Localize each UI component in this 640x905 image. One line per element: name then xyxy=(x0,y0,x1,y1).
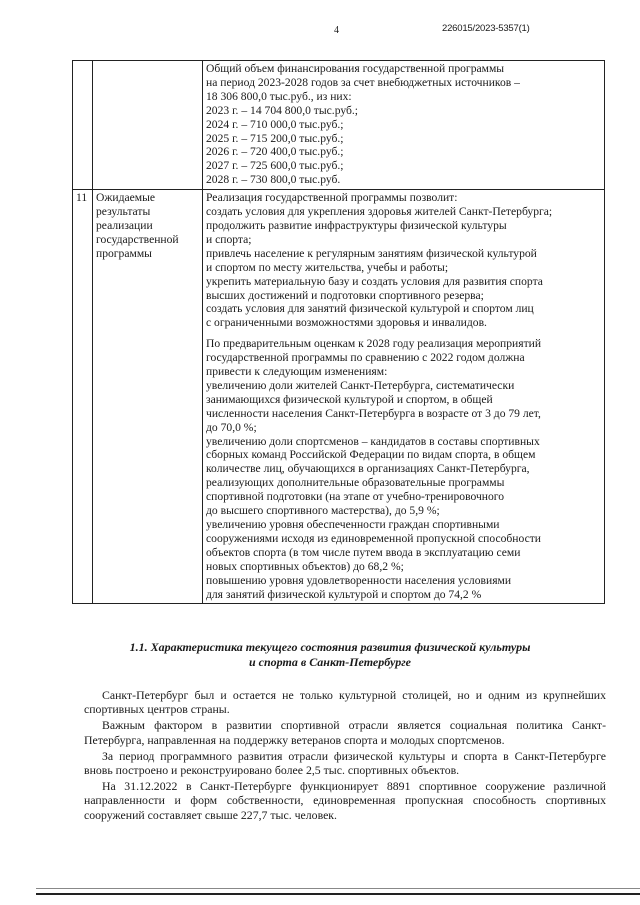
paragraph: За период программного развития отрасли физической культуры и спорта в Санкт-Петербурге вновь построено и реконструировано более 2,5 тыс. спортивных объектов. xyxy=(84,748,606,778)
section-body xyxy=(84,688,606,824)
text-line: для занятий физической культурой и спортом до 74,2 % xyxy=(206,587,482,601)
text-line: 2027 г. – 725 600,0 тыс.руб.; xyxy=(206,159,344,173)
paragraph-gap xyxy=(206,330,601,337)
text-line: По предварительным оценкам к 2028 году реализация мероприятий xyxy=(206,337,542,351)
text-line: объектов спорта (в том числе путем ввода в эксплуатацию семи xyxy=(206,545,521,559)
text-line: 2023 г. – 14 704 800,0 тыс.руб.; xyxy=(206,103,358,117)
text-line: сборных команд Российской Федерации по видам спорта, в общем xyxy=(206,448,536,462)
text-line: реализующих дополнительные образовательные программы xyxy=(206,476,505,490)
text-line: повышению уровня удовлетворенности населения условиями xyxy=(206,573,512,587)
text-line: численности населения Санкт-Петербурга в возрасте от 3 до 79 лет, xyxy=(206,406,541,420)
text-line: высших достижений и подготовки спортивного резерва; xyxy=(206,288,484,302)
footer-rule xyxy=(36,893,640,895)
paragraph: На 31.12.2022 в Санкт-Петербурге функционирует 8891 спортивное сооружение различной направленности и форм собственности, единовременная пропускная способность спортивных сооружений составляет свыше 227,7 тыс. человек. xyxy=(84,779,606,822)
text-line: создать условия для занятий физической культурой и спортом лиц xyxy=(206,302,534,316)
text-line: привлечь население к регулярным занятиям физической культурой xyxy=(206,246,537,260)
section-heading xyxy=(90,640,570,670)
text-line: Реализация государственной программы позволит: xyxy=(206,191,458,205)
paragraph: Санкт-Петербург был и остается не только культурной столицей, но и одним из крупнейших спортивных центров страны. xyxy=(84,688,606,717)
text-line: увеличению доли спортсменов – кандидатов в составы спортивных xyxy=(206,434,540,448)
program-passport-table xyxy=(72,60,605,604)
text-line: до высшего спортивного мастерства), до 5,9 %; xyxy=(206,504,440,518)
text-line: продолжить развитие инфраструктуры физической культуры xyxy=(206,218,507,232)
table-row-expected-results xyxy=(73,190,605,604)
text-line: новых спортивных объектов) до 68,2 %; xyxy=(206,559,404,573)
text-line: и спортом по месту жительства, учебы и работы; xyxy=(206,260,449,274)
text-line: занимающихся физической культурой и спортом, в общей xyxy=(206,392,493,406)
heading-line: 1.1. Характеристика текущего состояния развития физической культуры xyxy=(129,640,531,654)
financing-content-cell xyxy=(203,61,605,190)
text-line: результаты xyxy=(96,205,151,219)
text-line: с ограниченными возможностями здоровья и инвалидов. xyxy=(206,316,487,330)
text-line: 18 306 800,0 тыс.руб., из них: xyxy=(206,89,352,103)
text-line: привести к следующим изменениям: xyxy=(206,365,388,379)
text-line: программы xyxy=(96,246,152,260)
table-row-financing xyxy=(73,61,605,190)
row-name-cell xyxy=(93,61,203,190)
heading-line: и спорта в Санкт-Петербурге xyxy=(249,655,411,669)
footer-rule-thin xyxy=(36,888,640,889)
text-line: количестве лиц, обучающихся в организациях Санкт-Петербурга, xyxy=(206,462,530,476)
text-line: государственной xyxy=(96,232,179,246)
text-line: Общий объем финансирования государственной программы xyxy=(206,62,505,75)
text-line: увеличению уровня обеспеченности граждан спортивными xyxy=(206,518,500,531)
paragraph: Важным фактором в развитии спортивной отрасли является социальная политика Санкт-Петербурга, направленная на поддержку ветеранов спорта и молодых спортсменов. xyxy=(84,718,606,747)
row-number-cell: 11 xyxy=(73,190,93,604)
row-number-cell xyxy=(73,61,93,190)
text-line: государственной программы по сравнению с 2022 годом должна xyxy=(206,351,525,365)
text-line: 2028 г. – 730 800,0 тыс.руб. xyxy=(206,173,341,187)
text-line: увеличению доли жителей Санкт-Петербурга, систематически xyxy=(206,378,515,392)
page-number: 4 xyxy=(334,25,339,36)
text-line: укрепить материальную базу и создать условия для развития спорта xyxy=(206,274,543,288)
text-line: на период 2023-2028 годов за счет внебюджетных источников – xyxy=(206,75,520,89)
document-id: 226015/2023-5357(1) xyxy=(442,23,530,34)
text-line: спортивной подготовки (на этапе от учебно-тренировочного xyxy=(206,490,505,504)
row-name-cell xyxy=(93,190,203,604)
text-line: 2025 г. – 715 200,0 тыс.руб.; xyxy=(206,131,344,145)
text-line: 2026 г. – 720 400,0 тыс.руб.; xyxy=(206,145,344,159)
results-content-cell xyxy=(203,190,605,604)
text-line: и спорта; xyxy=(206,232,252,246)
text-line: 2024 г. – 710 000,0 тыс.руб.; xyxy=(206,117,344,131)
text-line: сооружениями исходя из единовременной пропускной способности xyxy=(206,531,542,545)
text-line: до 70,0 %; xyxy=(206,420,257,434)
text-line: реализации xyxy=(96,218,153,232)
text-line: Ожидаемые xyxy=(96,191,156,205)
text-line: создать условия для укрепления здоровья жителей Санкт-Петербурга; xyxy=(206,205,553,219)
